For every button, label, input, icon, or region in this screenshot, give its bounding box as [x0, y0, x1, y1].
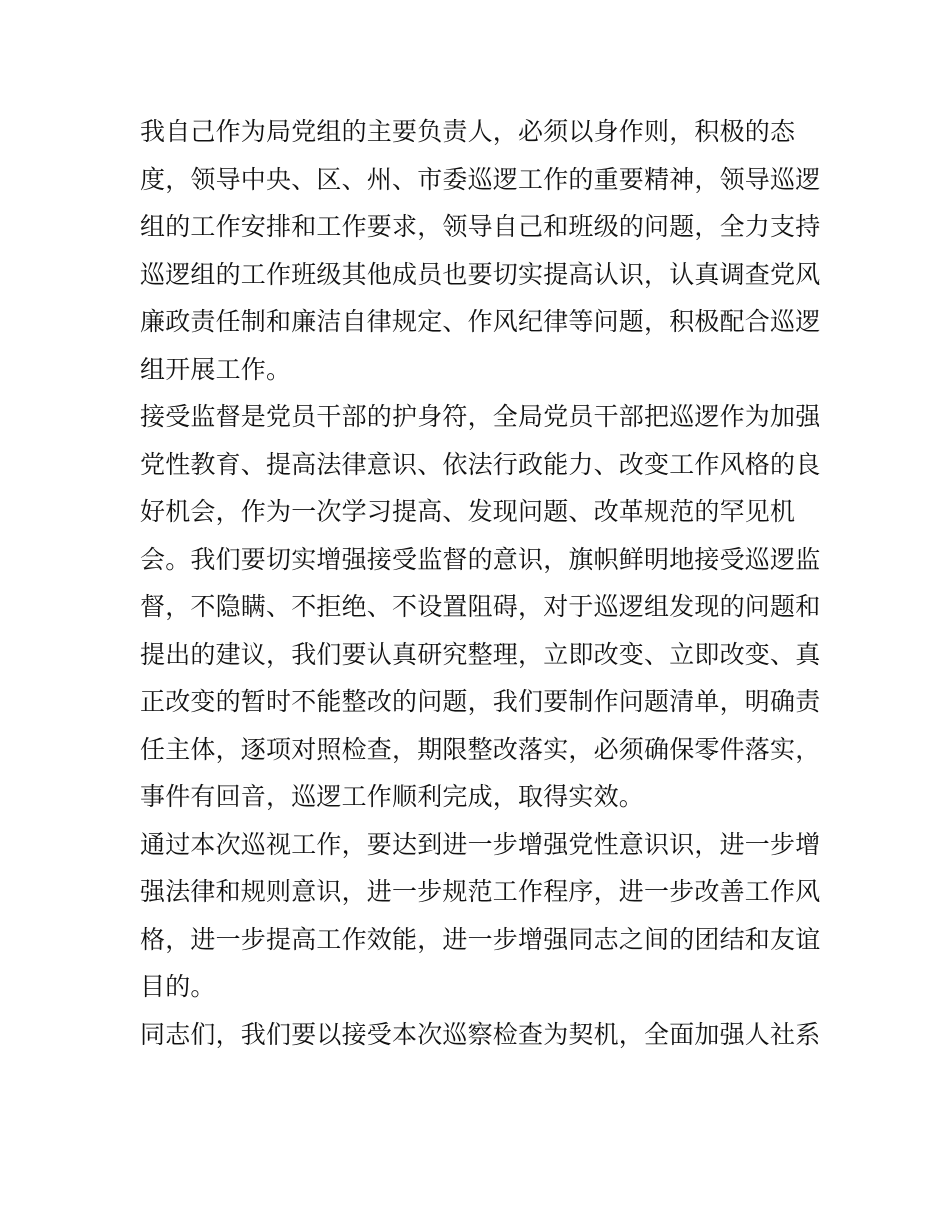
- text-line: 通过本次巡视工作，要达到进一步增强党性意识识，进一步增: [140, 829, 821, 859]
- text-line: 组开展工作。: [140, 354, 292, 384]
- text-line: 度，领导中央、区、州、市委巡逻工作的重要精神，领导巡逻: [140, 164, 821, 194]
- text-line: 好机会，作为一次学习提高、发现问题、改革规范的罕见机: [140, 497, 796, 526]
- document-body: [140, 108, 821, 1058]
- paragraph: [140, 108, 821, 393]
- text-line: 接受监督是党员干部的护身符，全局党员干部把巡逻作为加强: [140, 402, 821, 431]
- text-line: 提出的建议，我们要认真研究整理，立即改变、立即改变、真: [140, 639, 821, 669]
- text-line: 正改变的暂时不能整改的问题，我们要制作问题清单，明确责: [140, 687, 821, 716]
- text-line: 会。我们要切实增强接受监督的意识，旗帜鲜明地接受巡逻监: [140, 544, 821, 574]
- text-line: 格，进一步提高工作效能，进一步增强同志之间的团结和友谊: [140, 924, 821, 954]
- text-line: 任主体，逐项对照检查，期限整改落实，必须确保零件落实，: [140, 734, 821, 764]
- text-line: 事件有回音，巡逻工作顺利完成，取得实效。: [140, 782, 645, 811]
- text-line: 督，不隐瞒、不拒绝、不设置阻碍，对于巡逻组发现的问题和: [140, 592, 821, 621]
- text-line: 强法律和规则意识，进一步规范工作程序，进一步改善工作风: [140, 877, 821, 906]
- text-line: 组的工作安排和工作要求，领导自己和班级的问题，全力支持: [140, 212, 821, 241]
- text-line: 廉政责任制和廉洁自律规定、作风纪律等问题，积极配合巡逻: [140, 307, 821, 336]
- paragraph: [140, 393, 821, 821]
- paragraph: [140, 1011, 821, 1059]
- text-line: 目的。: [140, 972, 216, 1001]
- text-line: 巡逻组的工作班级其他成员也要切实提高认识，认真调查党风: [140, 259, 821, 289]
- paragraph: [140, 821, 821, 1011]
- text-line: 我自己作为局党组的主要负责人，必须以身作则，积极的态: [140, 117, 796, 146]
- text-line: 同志们，我们要以接受本次巡察检查为契机，全面加强人社系: [140, 1019, 821, 1049]
- text-line: 党性教育、提高法律意识、依法行政能力、改变工作风格的良: [140, 449, 821, 479]
